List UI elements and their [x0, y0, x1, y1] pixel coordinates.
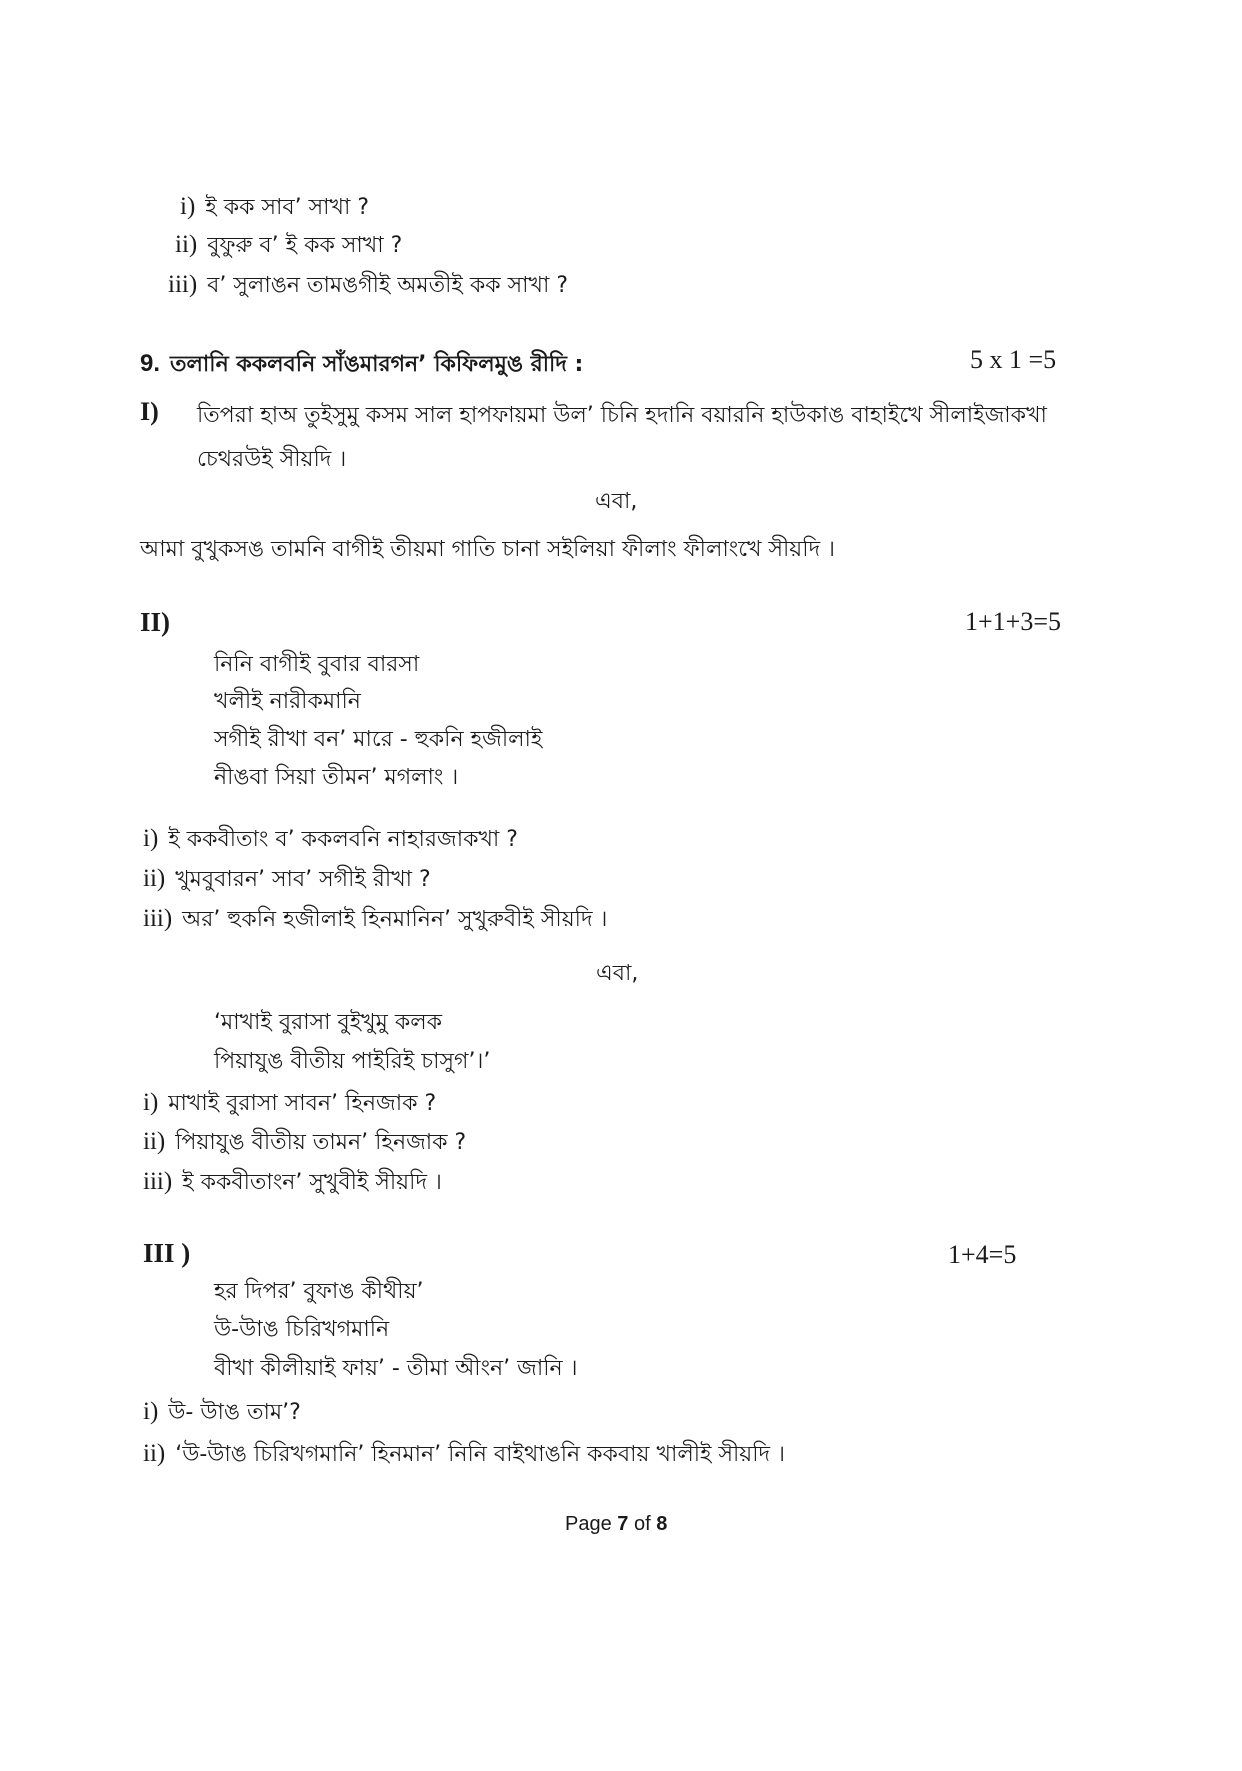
part-2-question-2	[143, 862, 431, 899]
page-middle: of	[628, 1513, 657, 1535]
part-1-alternative: আমা বুখুকসঙ তামনি বাগীই তীয়মা গাতি চানা সইলিয়া ফীলাং ফীলাংখে সীয়দি ।	[140, 537, 835, 562]
question-9-title: তলানি ককলবনি সাঁঙমারগন’ কিফিলমুঙ রীদি :	[170, 352, 584, 377]
part-2-alt-question-1	[143, 1086, 436, 1123]
part-2-marks: 1+1+3=5	[965, 607, 1061, 636]
question-number: i)	[143, 1089, 159, 1116]
part-3-question-2	[143, 1437, 785, 1474]
part-1-text-line-1: তিপরা হাঅ তুইসুমু কসম সাল হাপফায়মা উল’ চিনি হদানি বয়ারনি হাউকাঙ বাহাইখে সীলাইজাকখা	[197, 403, 1047, 428]
poem-2-line-2: পিয়াযুঙ বীতীয় পাইরিই চাসুগ’।’	[214, 1049, 491, 1074]
question-number: ii)	[143, 1128, 166, 1155]
top-question-3	[168, 268, 568, 305]
question-number: iii)	[143, 905, 173, 932]
question-text: ই ককবীতাংন’ সুখুবীই সীয়দি ।	[182, 1170, 442, 1195]
question-9-marks: 5 x 1 =5	[970, 345, 1057, 374]
question-number: ii)	[143, 1440, 166, 1467]
question-text: মাখাই বুরাসা সাবন’ হিনজাক ?	[168, 1091, 437, 1116]
poem-1-line-3: সগীই রীখা বন’ মারে - হুকনি হজীলাই	[214, 727, 543, 752]
part-2-alt-question-3	[143, 1165, 442, 1202]
question-number: i)	[180, 193, 196, 220]
part-3-question-1	[143, 1395, 301, 1432]
part-3-marks: 1+4=5	[948, 1240, 1017, 1269]
part-1-text-line-2: চেথরউই সীয়দি ।	[197, 447, 347, 472]
part-2-question-1	[143, 822, 518, 859]
question-text: পিয়াযুঙ বীতীয় তামন’ হিনজাক ?	[175, 1130, 467, 1155]
poem-2-line-1: ‘মাখাই বুরাসা বুইখুমু কলক	[214, 1010, 443, 1035]
question-text: অর’ হুকনি হজীলাই হিনমানিন’ সুখুরুবীই সীয়দি ।	[182, 907, 608, 932]
question-number: iii)	[168, 271, 198, 298]
question-text: ই কক সাব’ সাখা ?	[205, 195, 370, 220]
part-2-question-3	[143, 902, 607, 939]
poem-3-line-2: উ-উাঙ চিরিখগমানি	[214, 1317, 390, 1342]
part-1-or: এবা,	[595, 489, 638, 514]
question-text: বুফুরু ব’ ই কক সাখা ?	[207, 233, 403, 258]
question-text: খুমবুবারন’ সাব’ সগীই রীখা ?	[175, 867, 431, 892]
question-text: উ- উাঙ তাম’?	[168, 1400, 301, 1425]
page-total: 8	[656, 1513, 668, 1535]
question-text: ই ককবীতাং ব’ ককলবনি নাহারজাকখা ?	[168, 827, 518, 852]
page-number	[565, 1513, 667, 1536]
part-2-label: II)	[140, 607, 171, 637]
question-9-heading	[140, 347, 583, 384]
poem-3-line-1: হর দিপর’ বুফাঙ কীথীয়’	[214, 1279, 424, 1304]
part-1-label: I)	[140, 397, 159, 426]
question-number: i)	[143, 1398, 159, 1425]
question-9-number: 9.	[140, 350, 161, 377]
top-question-1	[180, 190, 369, 227]
question-text: ‘উ-উাঙ চিরিখগমানি’ হিনমান’ নিনি বাইথাঙনি ককবায় খালীই সীয়দি ।	[175, 1442, 785, 1467]
part-2-alt-question-2	[143, 1125, 466, 1162]
part-3-label: III )	[143, 1238, 191, 1268]
top-question-2	[175, 228, 402, 265]
part-2-or: এবা,	[596, 961, 639, 986]
page-current: 7	[617, 1513, 629, 1535]
question-number: i)	[143, 825, 159, 852]
poem-1-line-4: নীঙবা সিয়া তীমন’ মগলাং ।	[214, 765, 459, 790]
page-prefix: Page	[565, 1513, 618, 1535]
poem-1-line-2: খলীই নারীকমানি	[214, 689, 361, 714]
poem-3-line-3: বীখা কীলীয়াই ফায়’ - তীমা অীংন’ জানি ।	[214, 1356, 578, 1381]
question-number: ii)	[143, 865, 166, 892]
poem-1-line-1: নিনি বাগীই বুবার বারসা	[214, 652, 420, 677]
question-text: ব’ সুলাঙন তামঙগীই অমতীই কক সাখা ?	[207, 273, 569, 298]
question-number: ii)	[175, 231, 198, 258]
question-number: iii)	[143, 1168, 173, 1195]
